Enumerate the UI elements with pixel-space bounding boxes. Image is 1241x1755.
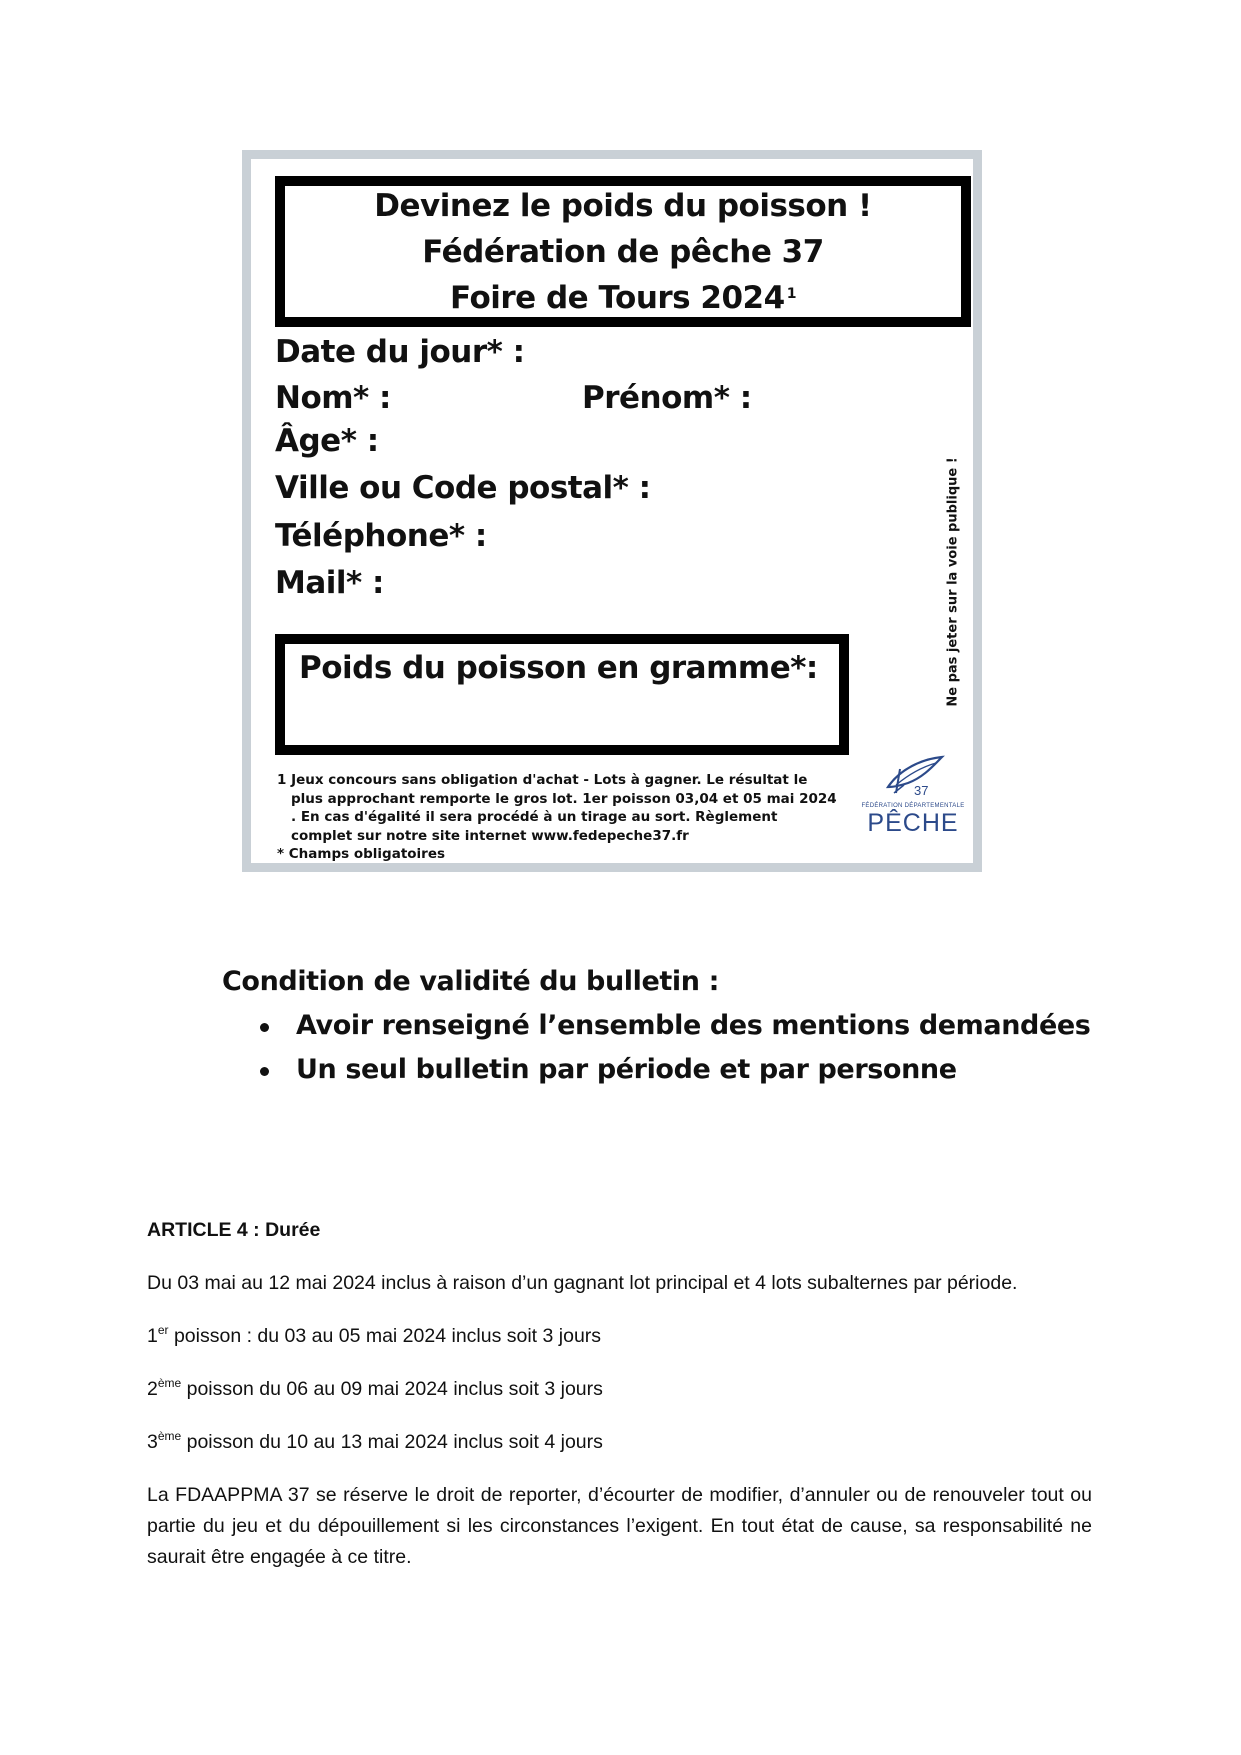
field-mail: Mail* : [275,565,384,601]
coupon-title-box [275,176,971,327]
footnote-required: * Champs obligatoires [277,846,446,862]
footnote-main: 1 Jeux concours sans obligation d'achat - Lots à gagner. Le résultat le plus approchant remporte le gros lot. 1er poisson 03,04 et 05 mai 2024 . En cas d'égalité il sera procédé à un tirage au sort. Règlement complet sur notre site internet www.fedepeche37.fr [277,772,837,844]
contest-coupon [242,150,982,872]
coupon-title-line-3 [450,277,796,319]
coupon-footnote [277,771,837,864]
coupon-title-line-2: Fédération de pêche 37 [422,233,824,270]
field-age: Âge* : [275,423,379,459]
weight-label: Poids du poisson en gramme*: [299,650,818,686]
article-4 [147,1215,1092,1595]
period-text: poisson du 06 au 09 mai 2024 inclus soit 3 jours [181,1378,603,1400]
bullet-icon [260,1067,269,1076]
condition-text: Avoir renseigné l’ensemble des mentions demandées [296,1010,1091,1041]
period-num: 2 [147,1378,158,1400]
period-text: poisson : du 03 au 05 mai 2024 inclus soit 3 jours [168,1325,602,1347]
conditions-list [222,1004,1122,1092]
article-intro: Du 03 mai au 12 mai 2024 inclus à raison d’un gagnant lot principal et 4 lots subalternes par période. [147,1272,1018,1294]
condition-item [222,1048,1122,1092]
period-sup: ème [157,1376,182,1390]
coupon-title-line-1: Devinez le poids du poisson ! [374,187,872,224]
logo-number: 37 [914,783,929,798]
period-sup: ème [157,1429,182,1443]
condition-text: Un seul bulletin par période et par personne [296,1054,957,1085]
period-3 [147,1427,1092,1458]
condition-item [222,1004,1122,1048]
federation-logo [858,749,968,859]
side-note-text: Ne pas jeter sur la voie publique ! [945,456,961,707]
field-nom: Nom* : [275,380,391,416]
article-title: ARTICLE 4 : Durée [147,1219,321,1241]
period-2 [147,1374,1092,1405]
bullet-icon [260,1023,269,1032]
article-closing: La FDAAPPMA 37 se réserve le droit de reporter, d’écourter de modifier, d’annuler ou de renouveler tout ou partie du jeu et du dépouillement si les circonstances l’exigent. En tout état de cause, sa responsabilité ne saurait être engagée à ce titre. [147,1484,1092,1568]
period-1 [147,1321,1092,1352]
field-date: Date du jour* : [275,334,525,370]
logo-big-text: PÊCHE [867,809,959,837]
fish-logo-icon [878,749,948,801]
period-text: poisson du 10 au 13 mai 2024 inclus soit 4 jours [181,1431,603,1453]
period-num: 1 [147,1325,158,1347]
field-telephone: Téléphone* : [275,518,487,554]
field-prenom: Prénom* : [582,380,752,416]
coupon-title-line-3-text: Foire de Tours 2024 [450,279,785,316]
logo-small-text: FÉDÉRATION DÉPARTEMENTALE [861,803,965,809]
side-note [943,456,963,707]
validity-conditions [222,960,1122,1092]
period-sup: er [157,1323,169,1337]
weight-box [275,634,849,755]
period-num: 3 [147,1431,158,1453]
conditions-title: Condition de validité du bulletin : [222,966,719,997]
field-ville: Ville ou Code postal* : [275,470,651,506]
title-footnote-mark: 1 [786,285,796,302]
